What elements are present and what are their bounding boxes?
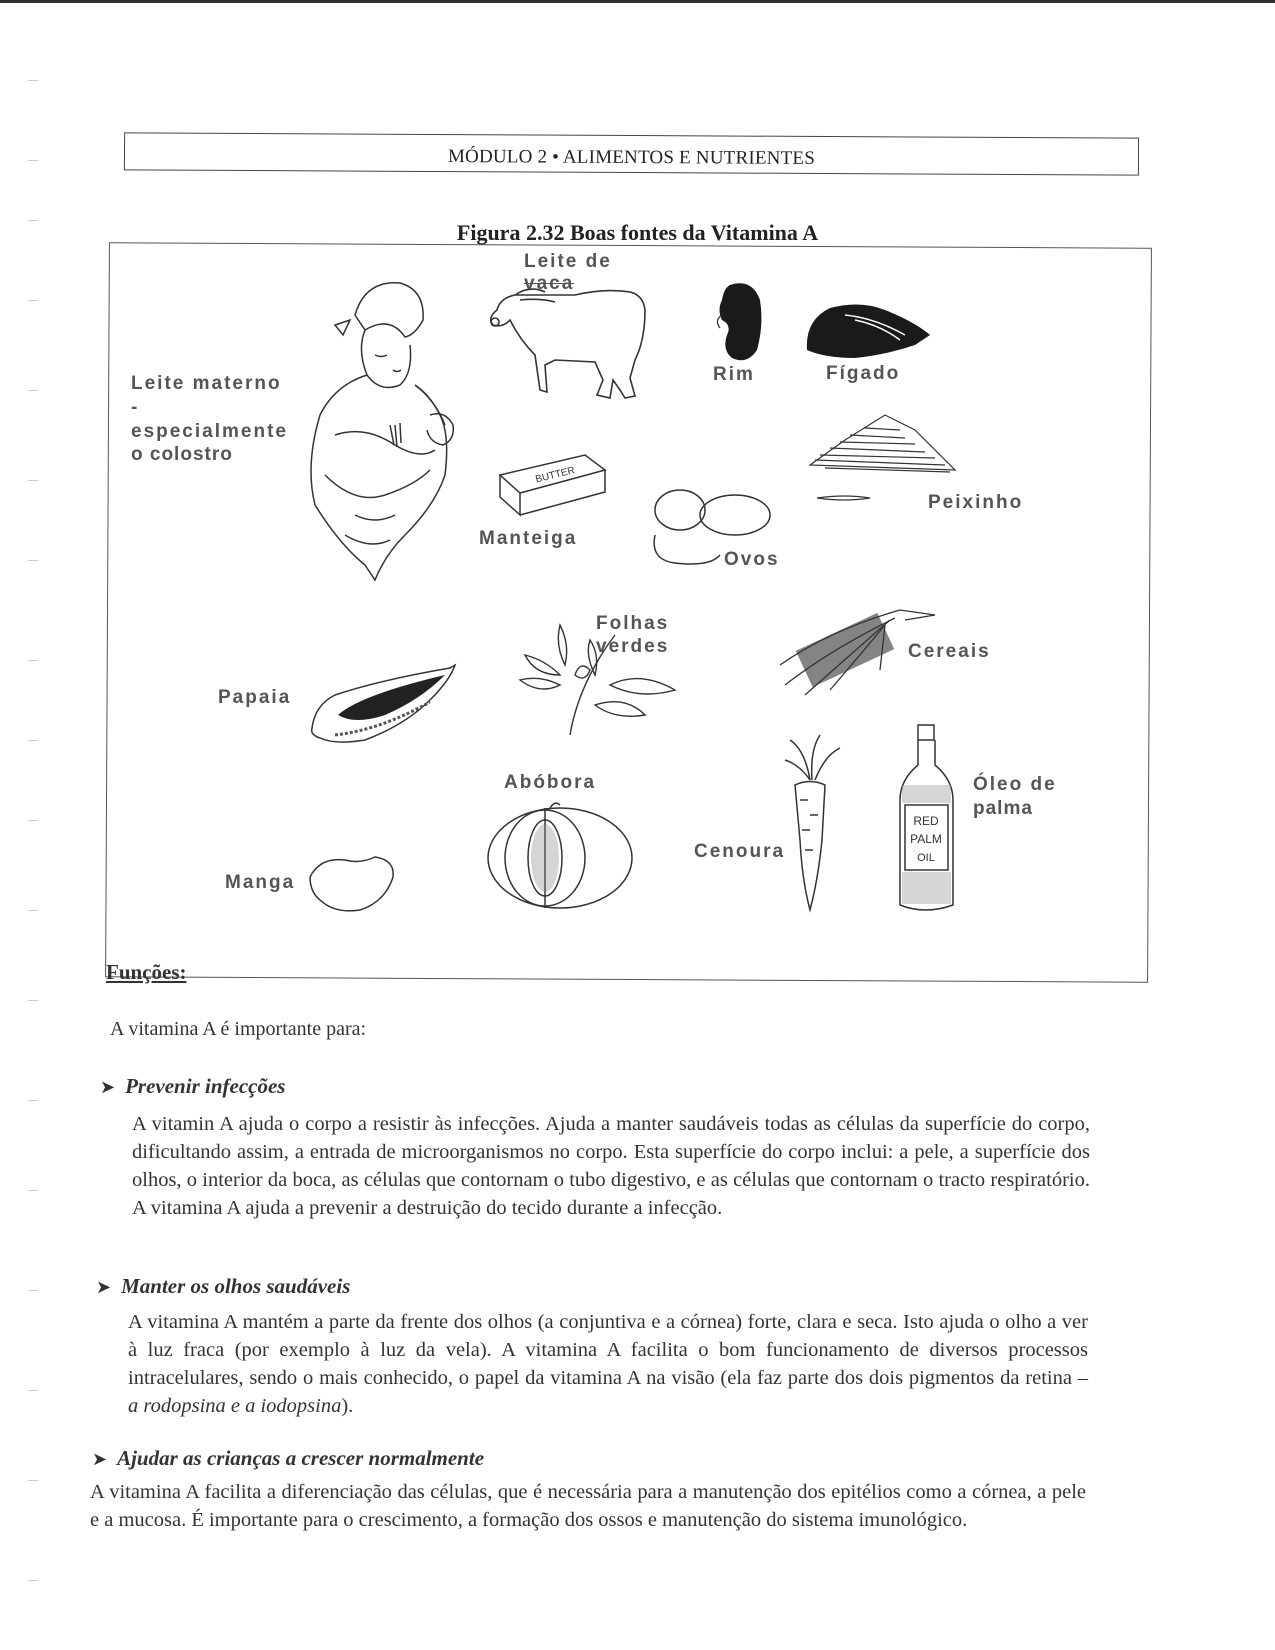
- label-mango: Manga: [225, 872, 296, 893]
- papaya-illustration: [310, 660, 460, 745]
- functions-intro: A vitamina A é importante para:: [110, 1018, 367, 1040]
- mango-illustration: [305, 852, 400, 917]
- function-text-main: A vitamina A mantém a parte da frente dos olhos (a conjuntiva e a córnea) forte, clara e seca. Isto ajuda o olho a ver à luz fraca (por exemplo à luz da vela). A vitamina A facilita o bom funcionamento de diversos processos intracelulares, sendo o mais conhecido, o papel da vitamina A na visão (ela faz parte dos dois pigmentos da retina –: [128, 1311, 1088, 1389]
- label-carrot: Cenoura: [694, 841, 786, 862]
- label-cereals: Cereais: [908, 641, 991, 662]
- label-palm-oil-line1: Óleo de: [973, 774, 1057, 795]
- label-breast-milk-line3: especialmente: [131, 421, 288, 442]
- function-text-italic: a rodopsina e a iodopsina: [128, 1395, 342, 1417]
- label-small-fish: Peixinho: [928, 492, 1024, 513]
- red-palm-oil-bottle-illustration: [895, 720, 960, 915]
- label-cow-milk-line1: Leite de: [524, 251, 612, 272]
- bottle-label-line-3: OIL: [917, 852, 935, 864]
- function-item-text: A vitamina A facilita a diferenciação das células, que é necessária para a manutenção dos epitélios como a córnea, a pele e a mucosa. É importante para o crescimento, a formação dos ossos e manutenção do sistema imunológico.: [90, 1481, 1086, 1531]
- cow-illustration: [485, 280, 655, 405]
- functions-heading: Funções:: [106, 960, 187, 984]
- mother-breastfeeding-illustration: [295, 275, 485, 585]
- arrowhead-bullet-icon: ➤: [96, 1277, 112, 1297]
- module-title: MÓDULO 2 • ALIMENTOS E NUTRIENTES: [447, 146, 816, 169]
- label-pumpkin: Abóbora: [504, 772, 597, 793]
- liver-illustration: [805, 300, 935, 360]
- label-liver: Fígado: [826, 363, 901, 384]
- label-breast-milk-line4: o colostro: [131, 444, 233, 465]
- function-item-title: [100, 1074, 285, 1099]
- label-palm-oil-line2: palma: [973, 798, 1033, 819]
- function-title-text: Ajudar as crianças a crescer normalmente: [117, 1446, 485, 1470]
- label-kidney: Rim: [713, 364, 755, 385]
- label-green-leaves-line1: Folhas: [596, 613, 670, 634]
- butter-wrapper-text: BUTTER: [534, 465, 576, 486]
- function-title-text: Prevenir infecções: [125, 1074, 286, 1098]
- label-butter: Manteiga: [479, 528, 578, 549]
- butter-illustration: [495, 455, 610, 520]
- module-header-box: [124, 132, 1139, 175]
- carrot-illustration: [780, 730, 845, 915]
- label-eggs: Ovos: [724, 549, 780, 570]
- label-papaya: Papaia: [218, 687, 292, 708]
- pumpkin-illustration: [485, 800, 635, 910]
- arrowhead-bullet-icon: ➤: [92, 1449, 108, 1469]
- function-item-text: A vitamin A ajuda o corpo a resistir às infecções. Ajuda a manter saudáveis todas as células da superfície do corpo, dificultando assim, a entrada de microorganismos no corpo. Esta superfície do corpo inclui: a pele, a superfície dos olhos, o interior da boca, as células que contornam o tubo digestivo, e as células que contornam o tracto respiratório. A vitamina A ajuda a prevenir a destruição do tecido durante a infecção.: [132, 1113, 1090, 1219]
- arrowhead-bullet-icon: ➤: [100, 1077, 116, 1097]
- page-top-edge: [0, 0, 1275, 3]
- label-breast-milk-line2: -: [131, 397, 140, 418]
- scan-margin-marks: [28, 60, 42, 1620]
- label-breast-milk-line1: Leite materno: [131, 373, 282, 394]
- bottle-label-line-2: PALM: [910, 832, 942, 846]
- function-item-title: [92, 1446, 484, 1471]
- kidney-illustration: [712, 280, 767, 365]
- function-item-text: [128, 1308, 1088, 1420]
- label-green-leaves-line2: verdes: [596, 636, 670, 657]
- label-cow-milk-line2: vaca: [524, 273, 575, 294]
- function-title-text: Manter os olhos saudáveis: [121, 1274, 351, 1298]
- function-text-end: ).: [341, 1395, 354, 1417]
- bottle-label-line-1: RED: [913, 814, 939, 828]
- function-item-title: [96, 1274, 350, 1299]
- figure-title: Figura 2.32 Boas fontes da Vitamina A: [456, 220, 819, 245]
